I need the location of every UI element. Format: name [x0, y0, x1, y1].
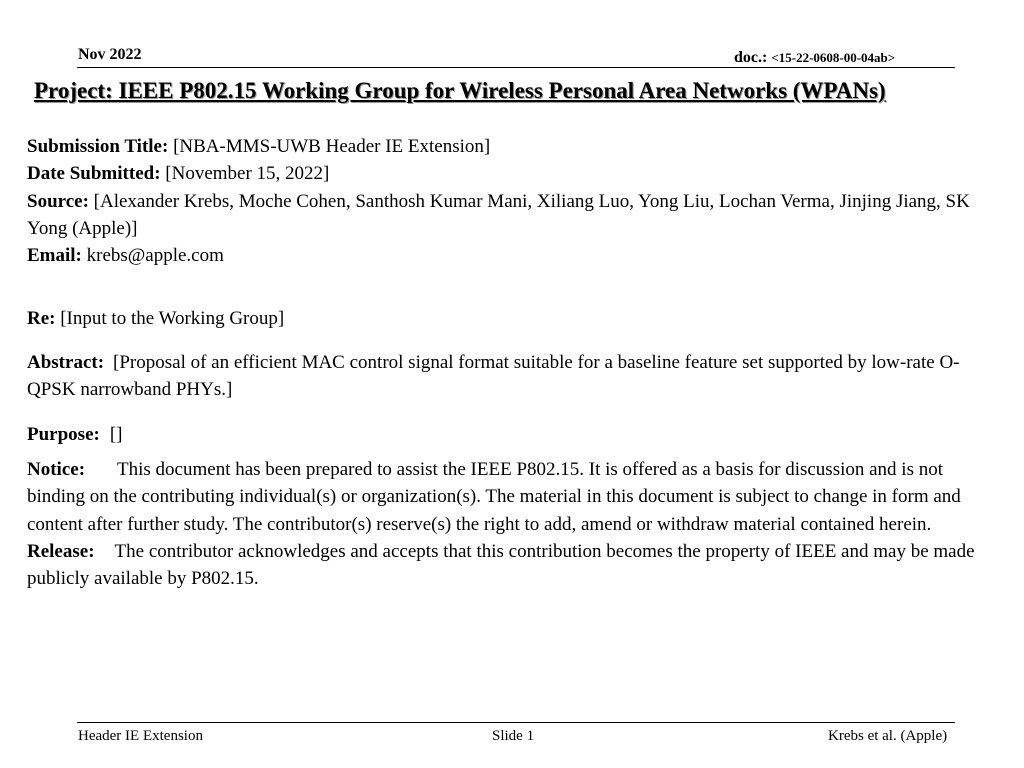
date-submitted-value: [November 15, 2022] [165, 163, 330, 185]
footer-left: Header IE Extension [78, 728, 203, 744]
footer-rule [77, 722, 955, 723]
header-rule [77, 67, 955, 68]
release-value: The contributor acknowledges and accepts that this contribution becomes the property of IEEE and may be made publicly available by P802.15. [27, 540, 975, 590]
release-label: Release: [27, 540, 95, 562]
email-value: krebs@apple.com [86, 245, 224, 267]
notice-release-block [27, 456, 977, 592]
abstract-value: [Proposal of an efficient MAC control signal format suitable for a baseline feature set supported by low-rate O-QPSK narrowband PHYs.] [27, 352, 960, 401]
abstract-label: Abstract: [27, 352, 105, 373]
date-submitted-label: Date Submitted: [27, 163, 161, 185]
submission-title-label: Submission Title: [27, 136, 169, 157]
email-label: Email: [27, 245, 82, 267]
source-label: Source: [27, 190, 89, 212]
submission-title-value: [NBA-MMS-UWB Header IE Extension] [173, 136, 491, 157]
purpose-label: Purpose: [27, 424, 100, 445]
email-line [27, 242, 977, 269]
submission-block [27, 133, 977, 269]
submission-title-line [27, 133, 977, 160]
re-value: [Input to the Working Group] [60, 308, 285, 329]
re-label: Re: [27, 308, 56, 329]
footer-right: Krebs et al. (Apple) [828, 728, 948, 744]
re-line [27, 305, 977, 332]
doc-label: doc.: [734, 49, 768, 66]
purpose-line [27, 421, 977, 448]
header-date: Nov 2022 [78, 46, 142, 63]
notice-value: This document has been prepared to assist the IEEE P802.15. It is offered as a basis for discussion and is not binding on the contributing individual(s) or organization(s). The material in this document is subject to change in form and content after further study. The contributor(s) reserve(s) the right to add, amend or withdraw material contained herein. [27, 459, 961, 535]
doc-number: <15-22-0608-00-04ab> [771, 50, 896, 65]
date-submitted-line [27, 160, 977, 187]
header-doc-number [734, 48, 895, 68]
release-paragraph [27, 538, 977, 593]
source-value: [Alexander Krebs, Moche Cohen, Santhosh Kumar Mani, Xiliang Luo, Yong Liu, Lochan Verma, Jinjing Jiang, SK Yong (Apple)] [27, 190, 970, 239]
project-title: Project: IEEE P802.15 Working Group for Wireless Personal Area Networks (WPANs) [34, 78, 886, 103]
purpose-value: [] [109, 424, 123, 445]
source-line [27, 188, 977, 243]
footer-slide-number: Slide 1 [492, 728, 535, 744]
abstract-block [27, 349, 977, 404]
notice-paragraph [27, 456, 977, 538]
notice-label: Notice: [27, 459, 86, 480]
